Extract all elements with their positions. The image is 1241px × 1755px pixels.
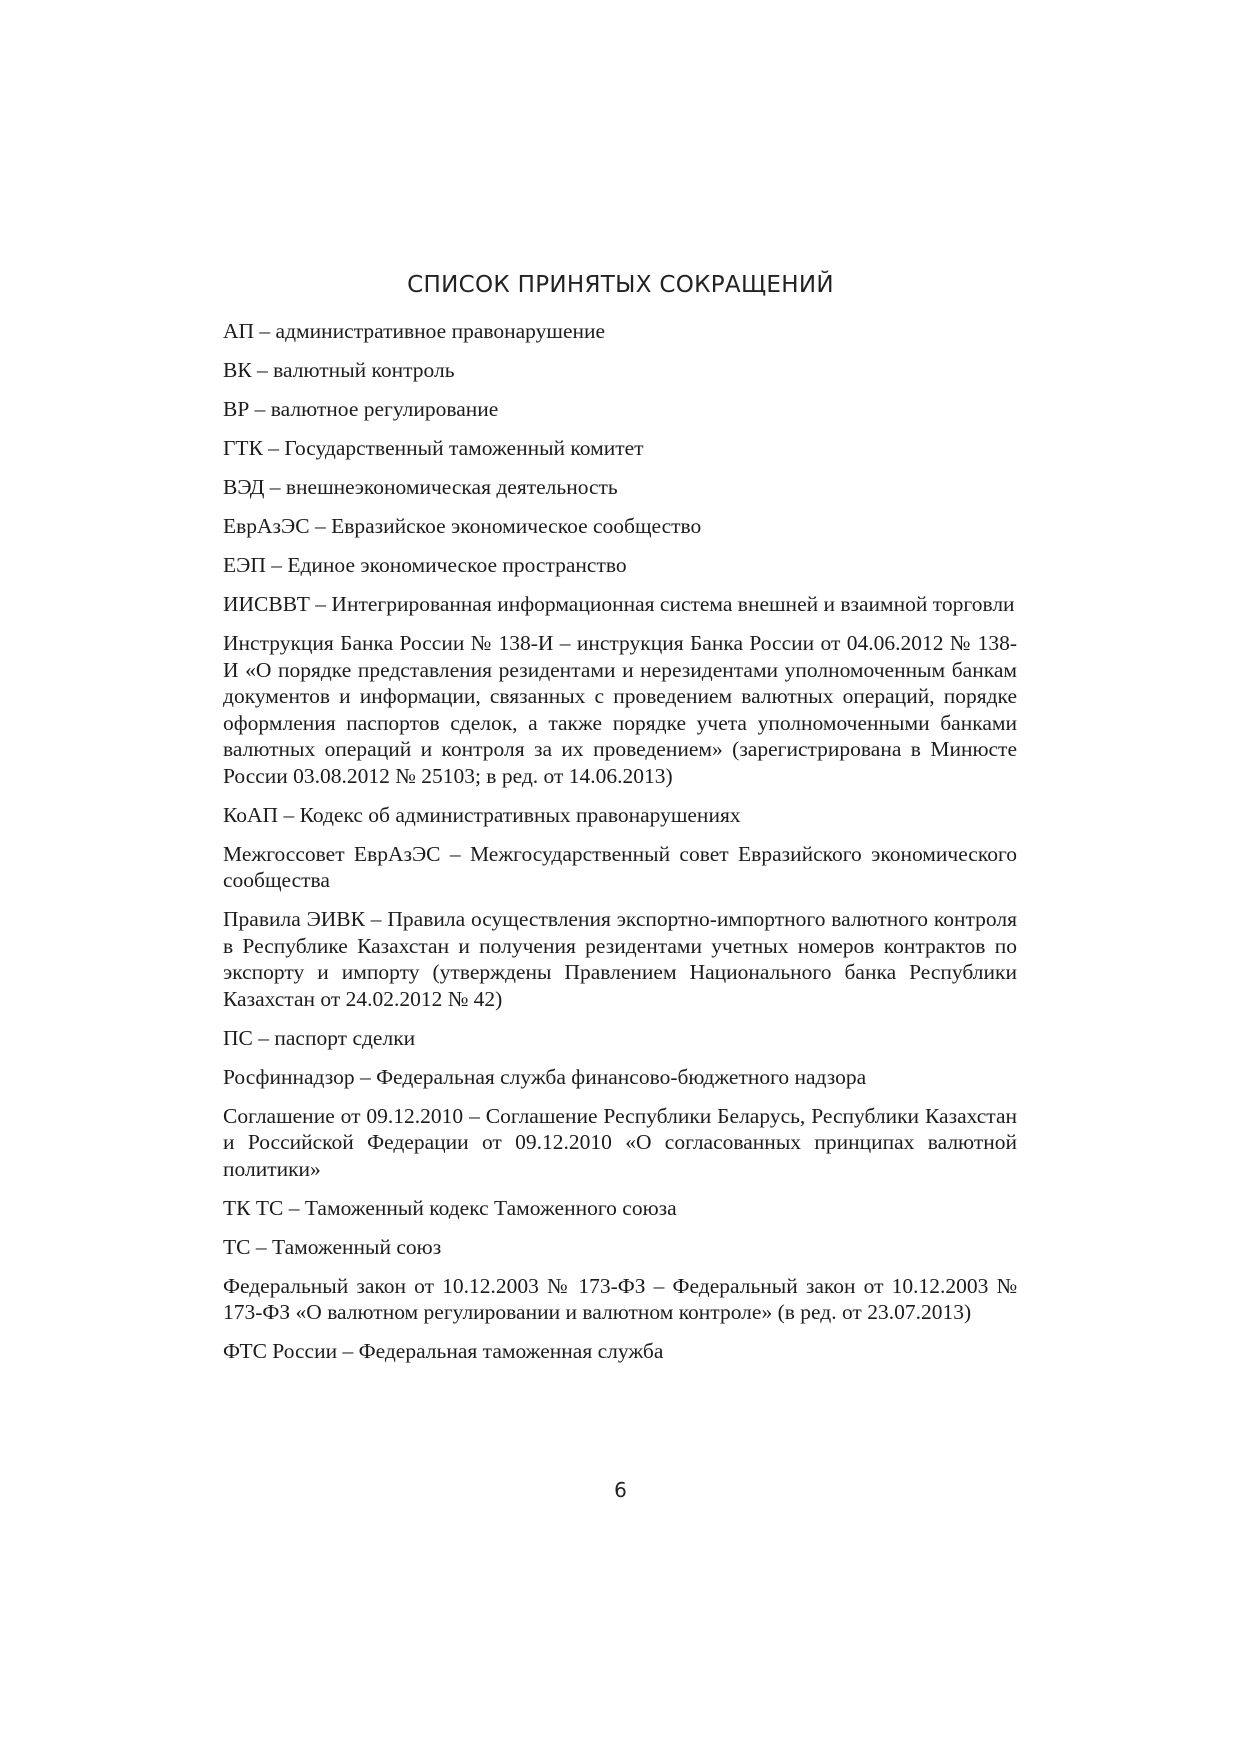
abbreviation-entry: Соглашение от 09.12.2010 – Соглашение Республики Беларусь, Республики Казахстан и Российской Федерации от 09.12.2010 «О согласованных принципах валютной политики» <box>223 1103 1017 1181</box>
abbreviation-entry: ЕврАзЭС – Евразийское экономическое сообщество <box>223 514 702 538</box>
abbreviation-entry: АП – административное правонарушение <box>223 319 606 343</box>
abbreviation-entry: Росфиннадзор – Федеральная служба финансово-бюджетного надзора <box>223 1064 867 1089</box>
abbreviation-entry: Федеральный закон от 10.12.2003 № 173-ФЗ – Федеральный закон от 10.12.2003 № 173-ФЗ «О валютном регулировании и валютном контроле» (в ред. от 23.07.2013) <box>223 1273 1017 1324</box>
abbreviation-entry: ГТК – Государственный таможенный комитет <box>223 436 644 460</box>
abbreviation-entry: Межгоссовет ЕврАзЭС – Межгосударственный совет Евразийского экономического сообщества <box>223 841 1017 892</box>
abbreviation-entry: КоАП – Кодекс об административных правонарушениях <box>223 802 741 827</box>
abbreviation-entry: ЕЭП – Единое экономическое пространство <box>223 553 627 577</box>
abbreviation-entry: ТС – Таможенный союз <box>223 1234 442 1259</box>
abbreviation-entry: ФТС России – Федеральная таможенная служба <box>223 1339 664 1363</box>
abbreviation-entry: Правила ЭИВК – Правила осуществления экспортно-импортного валютного контроля в Республике Казахстан и получения резидентами учетных номеров контрактов по экспорту и импорту (утверждены Правлением Национального банка Республики Казахстан от 24.02.2012 № 42) <box>223 907 1017 1011</box>
abbreviation-entry: ВР – валютное регулирование <box>223 397 499 421</box>
abbreviation-entry: Инструкция Банка России № 138-И – инструкция Банка России от 04.06.2012 № 138-И «О порядке представления резидентами и нерезидентами уполномоченным банкам документов и информации, связанных с проведением валютных операций, порядке оформления паспортов сделок, а также порядке учета уполномоченными банками валютных операций и контроля за их проведением» (зарегистрирована в Минюсте России 03.08.2012 № 25103; в ред. от 14.06.2013) <box>223 631 1017 788</box>
page-number: 6 <box>614 1478 627 1502</box>
abbreviation-entry: ИИСВВТ – Интегрированная информационная система внешней и взаимной торговли <box>223 592 1015 616</box>
abbreviation-entry: ВЭД – внешнеэкономическая деятельность <box>223 475 618 499</box>
abbreviation-entry: ТК ТС – Таможенный кодекс Таможенного союза <box>223 1195 677 1220</box>
abbreviation-entry: ВК – валютный контроль <box>223 358 455 382</box>
abbreviation-entry: ПС – паспорт сделки <box>223 1025 416 1050</box>
abbreviation-list <box>223 318 1017 1377</box>
page-title: СПИСОК ПРИНЯТЫХ СОКРАЩЕНИЙ <box>407 272 834 298</box>
